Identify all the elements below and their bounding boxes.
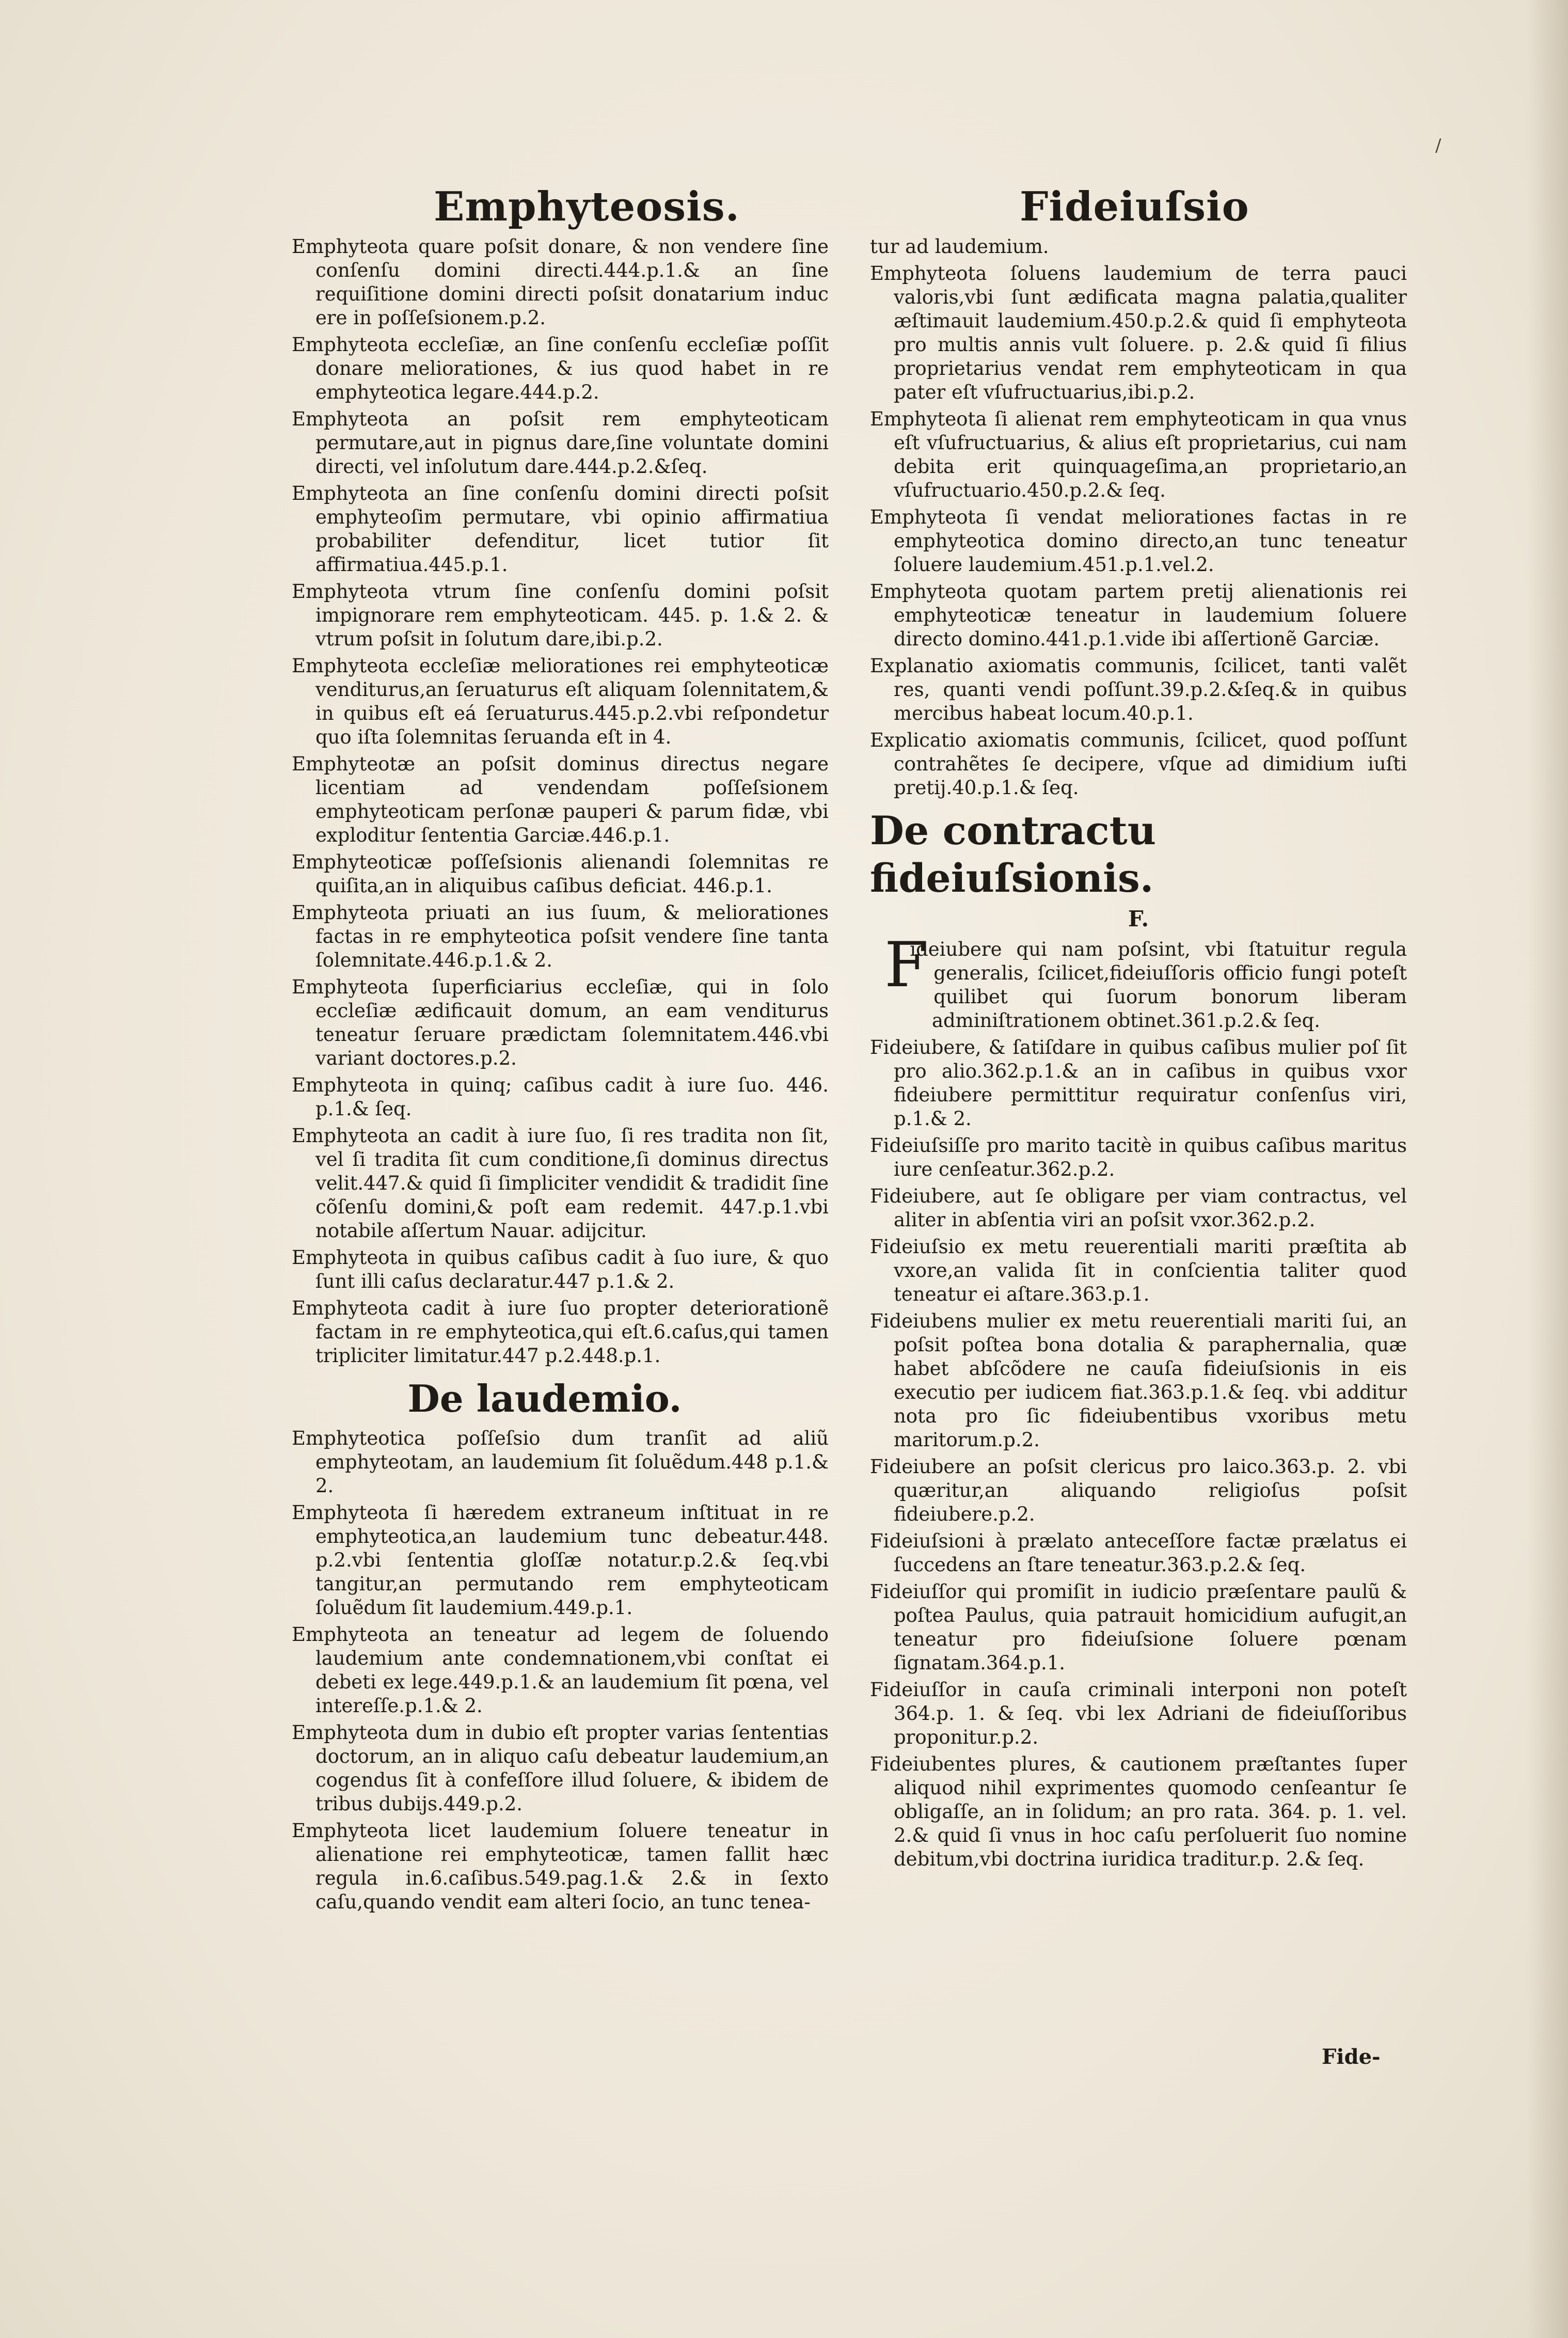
- margin-mark: /: [1435, 135, 1442, 156]
- index-entry: Emphyteota priuati an ius ſuum, & meliorationes factas in re emphyteotica poſsit vendere ſine tanta ſolemnitate.446.p.1.& 2.: [292, 902, 829, 971]
- index-entry: Fideiubere, & ſatiſdare in quibus caſibus mulier poſ ſit pro alio.362.p.1.& an in caſibus in quibus vxor fideiubere permittitur requiratur conſenſus viri, p.1.& 2.: [870, 1036, 1407, 1130]
- index-entry: Fideiuſsio ex metu reuerentiali mariti præſtita ab vxore,an valida ſit in conſcientia taliter quod teneatur ei aſtare.363.p.1.: [870, 1236, 1407, 1305]
- index-entry: Fideiuſsiſſe pro marito tacitè in quibus caſibus maritus iure cenſeatur.362.p.2.: [870, 1134, 1407, 1180]
- section-title-laudemio: De laudemio.: [407, 1377, 682, 1420]
- index-entry: Emphyteota eccleſiæ, an ſine conſenſu eccleſiæ poſſit donare meliorationes, & ius quod habet in re emphyteotica legare.444.p.2.: [292, 334, 829, 403]
- index-entry: Emphyteota quare poſsit donare, & non vendere ſine conſenſu domini directi.444.p.1.& an ſine requiſitione domini directi poſsit donatarium induc ere in poſſeſsionem.p.2.: [292, 235, 829, 329]
- index-entry: Emphyteota dum in dubio eſt propter varias ſententias doctorum, an in aliquo caſu debeatur laudemium,an cogendus ſit à confeſſore illud ſoluere, & ibidem de tribus dubijs.449.p.2.: [292, 1721, 829, 1815]
- index-entry: Fideiubens mulier ex metu reuerentiali mariti ſui, an poſsit poſtea bona dotalia & paraphernalia, quæ habet abſcõdere ne cauſa fideiuſsionis in eis executio per iudicem fiat.363.p.1.& ſeq. vbi additur nota pro ſic fideiubentibus vxoribus metu maritorum.p.2.: [870, 1310, 1407, 1451]
- index-entry: Fideiuſſor qui promiſit in iudicio præſentare paulũ & poſtea Paulus, quia patrauit homicidium aufugit,an teneatur pro fideiuſsione ſoluere pœnam ſignatam.364.p.1.: [870, 1581, 1407, 1674]
- left-entries: [292, 235, 829, 1917]
- index-entry: Emphyteotæ an poſsit dominus directus negare licentiam ad vendendam poſſeſsionem emphyteoticam perſonæ pauperi & parum fidæ, vbi exploditur ſententia Garciæ.446.p.1.: [292, 753, 829, 846]
- index-entry: Fideiuſsioni à prælato anteceſſore factæ prælatus ei ſuccedens an ſtare teneatur.363.p.2.& ſeq.: [870, 1530, 1407, 1576]
- index-entry: Explicatio axiomatis communis, ſcilicet, quod poſſunt contrahẽtes ſe decipere, vſque ad dimidium iuſti pretij.40.p.1.& ſeq.: [870, 729, 1407, 799]
- letter-heading: F.: [1128, 906, 1149, 931]
- right-entries: [870, 235, 1407, 1874]
- index-entry: Emphyteotica poſſeſsio dum tranſit ad aliũ emphyteotam, an laudemium ſit ſoluẽdum.448 p.1.& 2.: [292, 1427, 829, 1497]
- index-entry: Fideiubere an poſsit clericus pro laico.363.p. 2. vbi quæritur,an aliquando religioſus poſsit fideiubere.p.2.: [870, 1456, 1407, 1525]
- page-edge-shadow: [1527, 0, 1568, 2338]
- index-entry: Fideiuſſor in cauſa criminali interponi non poteſt 364.p. 1. & ſeq. vbi lex Adriani de fideiuſſoribus proponitur.p.2.: [870, 1679, 1407, 1748]
- index-entry: Explanatio axiomatis communis, ſcilicet, tanti valẽt res, quanti vendi poſſunt.39.p.2.&ſeq.& in quibus mercibus habeat locum.40.p.1.: [870, 655, 1407, 724]
- index-entry: Emphyteota ſi alienat rem emphyteoticam in qua vnus eſt vſufructuarius, & alius eſt proprietarius, cui nam debita erit quinquageſima,an proprietario,an vſufructuario.450.p.2.& ſeq.: [870, 408, 1407, 501]
- index-entry: Emphyteota cadit à iure ſuo propter deteriorationẽ factam in re emphyteotica,qui eſt.6.caſus,qui tamen tripliciter limitatur.447 p.2.448.p.1.: [292, 1297, 829, 1367]
- index-entry: Fideiubentes plures, & cautionem præſtantes ſuper aliquod nihil exprimentes quomodo cenſeantur ſe obligaſſe, an in ſolidum; an pro rata. 364. p. 1. vel. 2.& quid ſi vnus in hoc caſu perſoluerit ſuo nomine debitum,vbi doctrina iuridica traditur.p. 2.& ſeq.: [870, 1753, 1407, 1870]
- index-entry: Emphyteota eccleſiæ meliorationes rei emphyteoticæ venditurus,an ſeruaturus eſt aliquam ſolennitatem,& in quibus eſt eá ſeruaturus.445.p.2.vbi reſpondetur quo iſta ſolemnitas ſeruanda eſt in 4.: [292, 655, 829, 748]
- index-entry: Emphyteota ſi vendat meliorationes factas in re emphyteotica domino directo,an tunc teneatur ſoluere laudemium.451.p.1.vel.2.: [870, 506, 1407, 576]
- index-entry: Emphyteota vtrum ſine conſenſu domini poſsit impignorare rem emphyteoticam. 445. p. 1.& 2. & vtrum poſsit in ſolutum dare,ibi.p.2.: [292, 580, 829, 650]
- index-entry: Emphyteota quotam partem pretij alienationis rei emphyteoticæ teneatur in laudemium ſoluere directo domino.441.p.1.vide ibi aſſertionẽ Garciæ.: [870, 580, 1407, 650]
- index-entry: Emphyteota in quibus caſibus cadit à ſuo iure, & quo ſunt illi caſus declaratur.447 p.1.& 2.: [292, 1246, 829, 1292]
- index-entry: Emphyteoticæ poſſeſsionis alienandi ſolemnitas re quiſita,an in aliquibus caſibus deficiat. 446.p.1.: [292, 851, 829, 897]
- index-entry: Emphyteota an poſsit rem emphyteoticam permutare,aut in pignus dare,ſine voluntate domini directi, vel inſolutum dare.444.p.2.&ſeq.: [292, 408, 829, 478]
- index-entry: Fideiubere qui nam poſsint, vbi ſtatuitur regula generalis, ſcilicet,fideiuſſoris officio fungi poteſt quilibet qui ſuorum bonorum liberam adminiſtrationem obtinet.361.p.2.& ſeq.: [884, 929, 1407, 1032]
- index-entry: Emphyteota ſi hæredem extraneum inſtituat in re emphyteotica,an laudemium tunc debeatur.448. p.2.vbi ſententia gloſſæ notatur.p.2.& ſeq.vbi tangitur,an permutando rem emphyteoticam ſoluẽdum ſit laudemium.449.p.1.: [292, 1502, 829, 1619]
- section-title-fideiussionis: De contractu fideiuſsionis.: [870, 808, 1156, 901]
- index-entry: Fideiubere, aut ſe obligare per viam contractus, vel aliter in abſentia viri an poſsit vxor.362.p.2.: [870, 1185, 1407, 1231]
- index-entry: Emphyteota an ſine conſenſu domini directi poſsit emphyteoſim permutare, vbi opinio affirmatiua probabiliter defenditur, licet tutior ſit affirmatiua.445.p.1.: [292, 482, 829, 576]
- index-entry: Emphyteota ſuperficiarius eccleſiæ, qui in ſolo eccleſiæ ædificauit domum, an eam venditurus teneatur ſeruare prædictam ſolemnitatem.446.vbi variant doctores.p.2.: [292, 976, 829, 1069]
- running-head-right: Fideiuſsio: [1020, 183, 1249, 230]
- running-head-left: Emphyteosis.: [434, 183, 740, 230]
- catchword: Fide-: [1322, 2045, 1381, 2069]
- index-entry: Emphyteota in quinq; caſibus cadit à iure ſuo. 446. p.1.& ſeq.: [292, 1074, 829, 1120]
- index-entry: Emphyteota an cadit à iure ſuo, ſi res tradita non ſit, vel ſi tradita ſit cum conditione,ſi dominus directus velit.447.& quid ſi ſimpliciter vendidit & tradidit ſine cõſenſu domini,& poſt eam redemit. 447.p.1.vbi notabile aſſertum Nauar. adijcitur.: [292, 1125, 829, 1242]
- index-entry: Emphyteota ſoluens laudemium de terra pauci valoris,vbi ſunt ædificata magna palatia,qualiter æſtimauit laudemium.450.p.2.& quid ſi emphyteota pro multis annis vult ſoluere. p. 2.& quid ſi filius proprietarius vendat rem emphyteoticam in qua pater eſt vſufructuarius,ibi.p.2.: [870, 262, 1407, 403]
- index-entry: Emphyteota licet laudemium ſoluere teneatur in alienatione rei emphyteoticæ, tamen fallit hæc regula in.6.caſibus.549.pag.1.& 2.& in ſexto caſu,quando vendit eam alteri ſocio, an tunc tenea-: [292, 1820, 829, 1913]
- index-entry-continuation: tur ad laudemium.: [870, 235, 1049, 258]
- index-entry: Emphyteota an teneatur ad legem de ſoluendo laudemium ante condemnationem,vbi conſtat ei debeti ex lege.449.p.1.& an laudemium ſit pœna, vel intereſſe.p.1.& 2.: [292, 1623, 829, 1717]
